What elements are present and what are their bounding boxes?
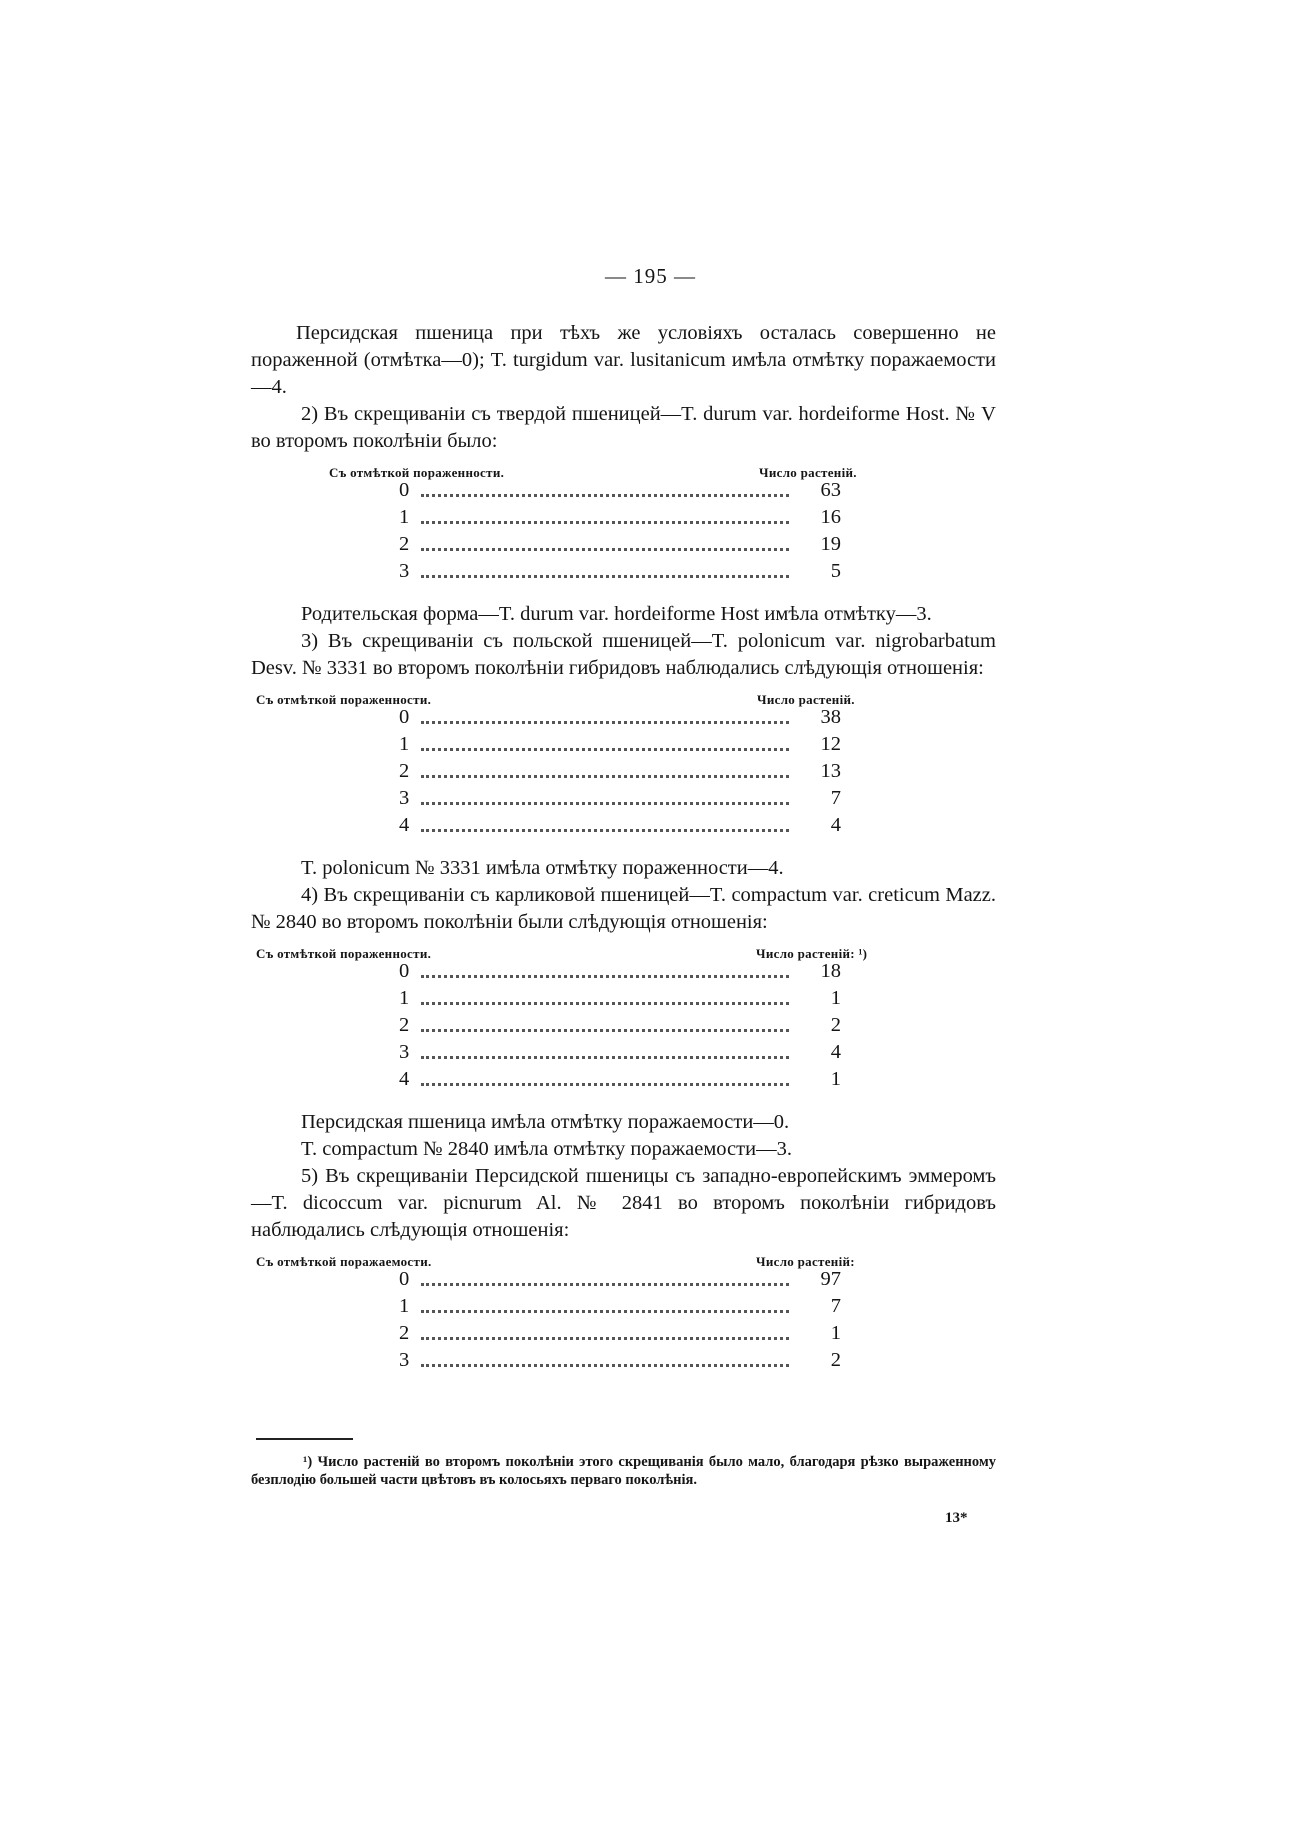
leader-dots (421, 775, 789, 778)
row-mark: 0 (399, 479, 410, 501)
column-header-mark: Съ отмѣткой пораженности. (256, 946, 432, 961)
leader-dots (421, 575, 789, 578)
leader-dots (421, 721, 789, 724)
main-text (251, 320, 996, 1374)
leader-dots (421, 1002, 789, 1005)
row-count: 13 (820, 760, 841, 782)
leader-dots (421, 548, 789, 551)
table-header (251, 936, 996, 961)
row-mark: 1 (399, 987, 410, 1009)
paragraph-compactum-mark: T. compactum № 2840 имѣла отмѣтку поражаемости—3. (301, 1138, 792, 1160)
column-header-count: Число растеній: ¹) (756, 946, 868, 961)
page-number: — 195 — (605, 264, 696, 288)
row-mark: 3 (399, 1041, 410, 1063)
row-count: 38 (820, 706, 841, 728)
row-count: 1 (830, 987, 841, 1009)
column-header-mark: Съ отмѣткой пораженности. (256, 692, 432, 707)
table-row (251, 958, 996, 985)
row-count: 5 (830, 560, 841, 582)
row-count: 12 (820, 733, 841, 755)
row-mark: 0 (399, 960, 410, 982)
footnote-divider (256, 1438, 353, 1440)
footnote-marker: ¹) (303, 1454, 313, 1470)
footnote (251, 1453, 996, 1489)
table-row (251, 785, 996, 812)
row-mark: 1 (399, 1295, 410, 1317)
table-row (251, 812, 996, 839)
paragraph-polonicum-mark: T. polonicum № 3331 имѣла отмѣтку пораженности—4. (301, 857, 784, 879)
leader-dots (421, 1364, 789, 1367)
paragraph-persian-wheat: Персидская пшеница при тѣхъ же условіяхъ осталась совершенно не пораженной (отмѣтка—0); T. turgidum var. lusitanicum имѣла отмѣтку поражаемости—4. (251, 322, 996, 398)
table-row (251, 1266, 996, 1293)
row-count: 4 (830, 1041, 841, 1063)
table-header (251, 682, 996, 707)
row-count: 63 (820, 479, 841, 501)
leader-dots (421, 1056, 789, 1059)
row-mark: 2 (399, 533, 410, 555)
table-row (251, 731, 996, 758)
row-count: 18 (820, 960, 841, 982)
column-header-count: Число растеній. (757, 692, 855, 707)
row-mark: 3 (399, 560, 410, 582)
leader-dots (421, 1029, 789, 1032)
column-header-count: Число растеній. (759, 465, 857, 480)
row-count: 1 (830, 1068, 841, 1090)
leader-dots (421, 521, 789, 524)
paragraph-dicoccum-cross: 5) Въ скрещиваніи Персидской пшеницы съ западно-европейскимъ эммеромъ—T. dicoccum var. picnurum Al. № 2841 во второмъ поколѣніи гибридовъ наблюдались слѣдующія отношенія: (251, 1165, 996, 1241)
column-header-mark: Съ отмѣткой пораженности. (329, 465, 505, 480)
table-compactum (251, 936, 996, 1093)
leader-dots (421, 1337, 789, 1340)
row-mark: 3 (399, 787, 410, 809)
row-count: 1 (830, 1322, 841, 1344)
row-mark: 2 (399, 1322, 410, 1344)
leader-dots (421, 975, 789, 978)
leader-dots (421, 1310, 789, 1313)
row-count: 16 (820, 506, 841, 528)
table-row (251, 1039, 996, 1066)
row-count: 97 (820, 1268, 841, 1290)
paragraph-durum-cross: 2) Въ скрещиваніи съ твердой пшеницей—T. durum var. hordeiforme Host. № V во второмъ поколѣніи было: (251, 403, 996, 452)
table-row (251, 1066, 996, 1093)
signature-mark: 13* (945, 1510, 968, 1526)
row-mark: 1 (399, 506, 410, 528)
table-header (251, 455, 996, 480)
table-row (251, 558, 996, 585)
leader-dots (421, 494, 789, 497)
leader-dots (421, 829, 789, 832)
table-row (251, 531, 996, 558)
row-mark: 0 (399, 706, 410, 728)
column-header-count: Число растеній: (756, 1254, 855, 1269)
footnote-text: Число растеній во второмъ поколѣніи этого скрещиванія было мало, благодаря рѣзко выраженному безплодію большей части цвѣтовъ въ колосьяхъ перваго поколѣнія. (251, 1454, 996, 1488)
row-count: 19 (820, 533, 841, 555)
table-row (251, 985, 996, 1012)
paragraph-compactum-cross: 4) Въ скрещиваніи съ карликовой пшеницей—T. compactum var. creticum Mazz. № 2840 во второмъ поколѣніи были слѣдующія отношенія: (251, 884, 996, 933)
row-count: 7 (830, 787, 841, 809)
leader-dots (421, 748, 789, 751)
table-row (251, 758, 996, 785)
leader-dots (421, 1083, 789, 1086)
table-row (251, 1320, 996, 1347)
row-mark: 2 (399, 760, 410, 782)
row-count: 7 (830, 1295, 841, 1317)
leader-dots (421, 1283, 789, 1286)
row-mark: 2 (399, 1014, 410, 1036)
table-dicoccum (251, 1244, 996, 1374)
leader-dots (421, 802, 789, 805)
table-row (251, 1293, 996, 1320)
paragraph-parent-form: Родительская форма—T. durum var. hordeiforme Host имѣла отмѣтку—3. (301, 603, 932, 625)
table-row (251, 704, 996, 731)
table-row (251, 1012, 996, 1039)
table-row (251, 477, 996, 504)
row-count: 2 (830, 1014, 841, 1036)
column-header-mark: Съ отмѣткой поражаемости. (256, 1254, 432, 1269)
table-polonicum (251, 682, 996, 839)
row-mark: 3 (399, 1349, 410, 1371)
row-count: 2 (830, 1349, 841, 1371)
paragraph-polonicum-cross: 3) Въ скрещиваніи съ польской пшеницей—T. polonicum var. nigrobarbatum Desv. № 3331 во второмъ поколѣніи гибридовъ наблюдались слѣдующія отношенія: (251, 630, 996, 679)
table-header (251, 1244, 996, 1269)
row-mark: 4 (399, 814, 410, 836)
table-durum (251, 455, 996, 585)
row-mark: 1 (399, 733, 410, 755)
table-row (251, 1347, 996, 1374)
row-mark: 4 (399, 1068, 410, 1090)
row-count: 4 (830, 814, 841, 836)
row-mark: 0 (399, 1268, 410, 1290)
paragraph-persian-mark: Персидская пшеница имѣла отмѣтку поражаемости—0. (301, 1111, 790, 1133)
table-row (251, 504, 996, 531)
